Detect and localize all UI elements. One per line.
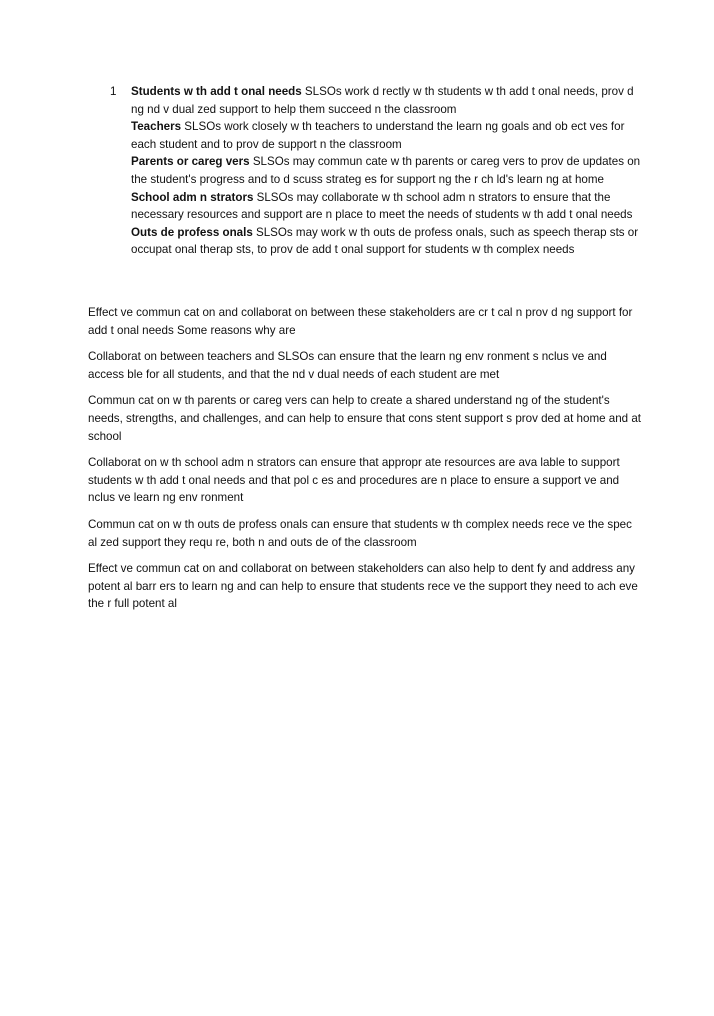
item-text-teachers: SLSOs work closely w th teachers to understand the learn ng goals and ob ect ves for each student and to prov de support n the classroom <box>131 120 625 151</box>
item-text-outside-professionals: SLSOs may work w th outs de profess onals, such as speech therap sts or occupat onal therap sts, to prov de add t onal support for students w th complex needs <box>131 225 639 257</box>
item-label-parents: Parents or careg vers <box>131 155 250 169</box>
list-item-students <box>131 83 641 118</box>
stakeholder-items <box>131 83 641 259</box>
item-label-outside-professionals: Outs de profess onals <box>131 225 253 239</box>
paragraph-teachers: Collaborat on between teachers and SLSOs can ensure that the learn ng env ronment s nclus ve and access ble for all students, and that the nd v dual needs of each student are met <box>88 350 607 381</box>
item-text-students: SLSOs work d rectly w th students w th add t onal needs, prov d ng nd v dual zed support to help them succeed n the classroom <box>131 85 634 116</box>
body-paragraphs <box>88 304 643 622</box>
list-item-parents <box>131 153 641 188</box>
paragraph-outside-professionals: Commun cat on w th outs de profess onals can ensure that students w th complex needs rece ve the spec al zed support they requ re, both n and outs de of the classroom <box>88 517 632 549</box>
list-item-teachers <box>131 118 641 153</box>
paragraph-intro: Effect ve commun cat on and collaborat on between these stakeholders are cr t cal n prov d ng support for add t onal needs Some reasons why are <box>88 306 633 337</box>
paragraph-parents: Commun cat on w th parents or careg vers can help to create a shared understand ng of the student's needs, strengths, and challenges, and can help to ensure that cons stent support s prov ded at home and at school <box>88 394 642 443</box>
paragraph-administrators: Collaborat on w th school adm n strators can ensure that appropr ate resources are ava lable to support students w th add t onal needs and that pol c es and procedures are n place to ensure a support ve and nclus ve learn ng env ronment <box>88 456 620 505</box>
list-number: 1 <box>110 85 117 98</box>
item-text-parents: SLSOs may commun cate w th parents or careg vers to prov de updates on the student's progress and to d scuss strateg es for support ng the r ch ld's learn ng at home <box>131 155 641 186</box>
item-label-administrators: School adm n strators <box>131 190 254 204</box>
item-label-teachers: Teachers <box>131 120 182 134</box>
item-text-administrators: SLSOs may collaborate w th school adm n strators to ensure that the necessary resources and support are n place to meet the needs of students w th add t onal needs <box>131 190 633 222</box>
list-item-administrators <box>131 189 641 224</box>
list-item-outside-professionals <box>131 224 641 259</box>
item-label-students: Students w th add t onal needs <box>131 85 302 98</box>
paragraph-conclusion: Effect ve commun cat on and collaborat on between stakeholders can also help to dent fy and address any potent al barr ers to learn ng and can help to ensure that students rece ve the support they need to ach eve the r full potent al <box>88 562 638 611</box>
